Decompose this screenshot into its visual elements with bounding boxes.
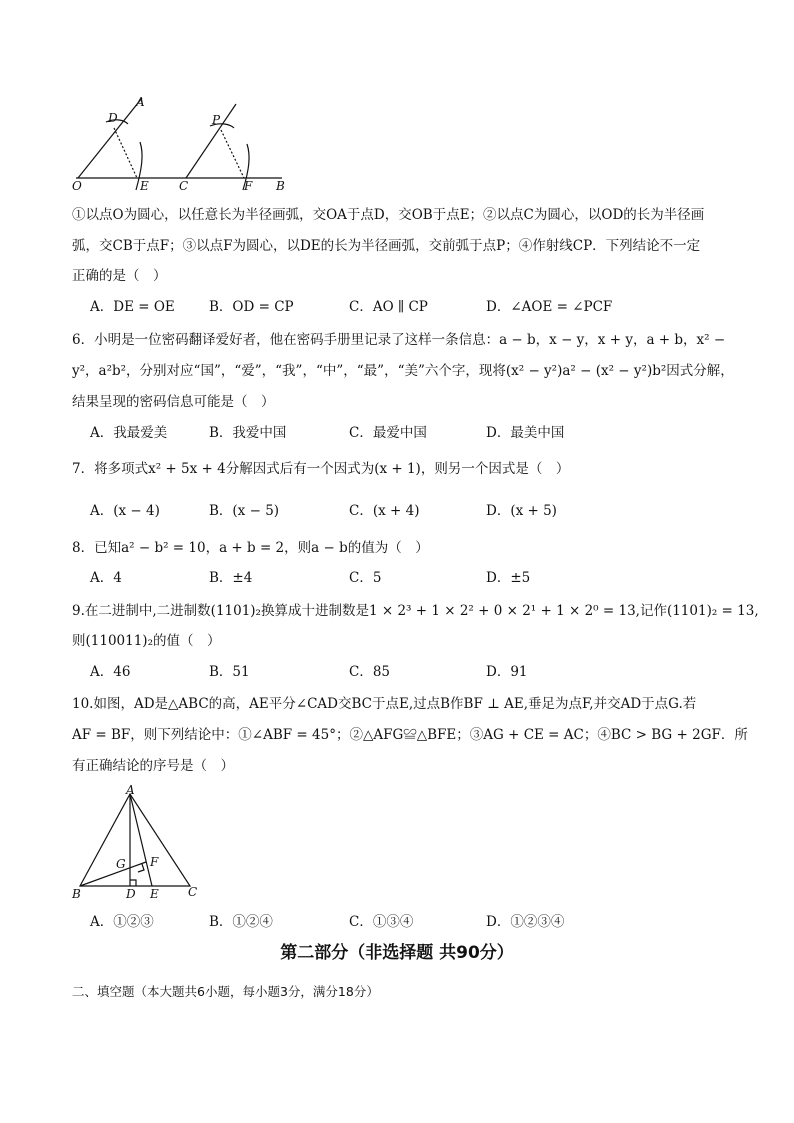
q5-option-b: B．OD = CP: [209, 299, 294, 315]
q7-option-d: D．(x + 5): [486, 503, 557, 519]
q9-line-2: 则(110011)₂的值（ ）: [72, 633, 221, 649]
q10-option-c: C．①③④: [349, 914, 414, 930]
q9-option-d: D．91: [486, 664, 528, 680]
q6-option-b: B．我爱中国: [209, 425, 287, 441]
q6-option-a: A．我最爱美: [90, 425, 168, 441]
q7-option-b: B．(x − 5): [209, 503, 280, 519]
label-B: B: [276, 179, 285, 193]
q10-line-3: 有正确结论的序号是（ ）: [72, 758, 234, 774]
label-E: E: [140, 179, 149, 193]
label-A: A: [136, 95, 145, 109]
label-F: F: [244, 179, 253, 193]
q10-option-b: B．①②④: [209, 914, 273, 930]
tri-label-A: A: [126, 783, 135, 797]
q10-option-d: D．①②③④: [486, 914, 565, 930]
tri-label-F: F: [150, 855, 159, 869]
q6-line-1: 6．小明是一位密码翻译爱好者，他在密码手册里记录了这样一条信息：a − b，x − y，x + y，a + b，x² −: [72, 332, 726, 348]
section-two-title: 二、填空题（本大题共6小题，每小题3分，满分18分）: [72, 984, 379, 999]
q5-line-2: 弧，交CB于点F；③以点F为圆心，以DE的长为半径画弧，交前弧于点P；④作射线CP．下列结论不一定: [72, 238, 701, 254]
q5-option-a: A．DE = OE: [90, 299, 175, 315]
q10-option-a: A．①②③: [90, 914, 154, 930]
label-P: P: [212, 113, 221, 127]
q7-option-c: C．(x + 4): [349, 503, 420, 519]
q5-line-1: ①以点O为圆心，以任意长为半径画弧，交OA于点D，交OB于点E；②以点C为圆心，以OD的长为半径画: [72, 207, 705, 223]
q6-line-3: 结果呈现的密码信息可能是（ ）: [72, 394, 275, 410]
q6-line-2: y²，a²b²，分别对应“国”，“爱”，“我”，“中”，“最”，“美”六个字，现将(x² − y²)a² − (x² − y²)b²因式分解，: [72, 363, 734, 379]
q6-option-d: D．最美中国: [486, 425, 565, 441]
q5-option-d: D．∠AOE = ∠PCF: [486, 299, 613, 315]
part-two-heading: 第二部分（非选择题 共90分）: [280, 943, 514, 963]
q8-option-d: D．±5: [486, 570, 531, 586]
q9-line-1: 9.在二进制中,二进制数(1101)₂换算成十进制数是1 × 2³ + 1 × 2² + 0 × 2¹ + 1 × 2⁰ = 13,记作(1101)₂ = 13,: [72, 603, 759, 619]
q5-line-3: 正确的是（ ）: [72, 268, 167, 284]
q7-question: 7．将多项式x² + 5x + 4分解因式后有一个因式为(x + 1)，则另一个因式是（ ）: [72, 461, 570, 477]
angle-construction-figure: [66, 92, 296, 194]
label-D: D: [108, 111, 118, 125]
q10-line-1: 10.如图，AD是△ABC的高，AE平分∠CAD交BC于点E,过点B作BF ⊥ AE,垂足为点F,并交AD于点G.若: [72, 696, 697, 712]
q5-option-c: C．AO ∥ CP: [349, 299, 428, 315]
q8-option-b: B．±4: [209, 570, 253, 586]
label-O: O: [72, 179, 82, 193]
label-C: C: [179, 179, 189, 193]
q9-option-b: B．51: [209, 664, 250, 680]
q10-line-2: AF = BF，则下列结论中：①∠ABF = 45°；②△AFG≌△BFE；③AG + CE = AC；④BC > BG + 2GF．所: [72, 727, 748, 743]
q8-question: 8．已知a² − b² = 10，a + b = 2，则a − b的值为（ ）: [72, 540, 429, 556]
tri-label-C: C: [188, 885, 198, 899]
q8-option-a: A．4: [90, 570, 122, 586]
q9-option-a: A．46: [90, 664, 131, 680]
triangle-figure: [66, 782, 206, 902]
q9-option-c: C．85: [349, 664, 391, 680]
tri-label-D: D: [126, 887, 136, 901]
q7-option-a: A．(x − 4): [90, 503, 160, 519]
tri-label-B: B: [72, 887, 81, 901]
q6-option-c: C．最爱中国: [349, 425, 427, 441]
q8-option-c: C．5: [349, 570, 382, 586]
tri-label-G: G: [116, 857, 126, 871]
tri-label-E: E: [150, 887, 159, 901]
